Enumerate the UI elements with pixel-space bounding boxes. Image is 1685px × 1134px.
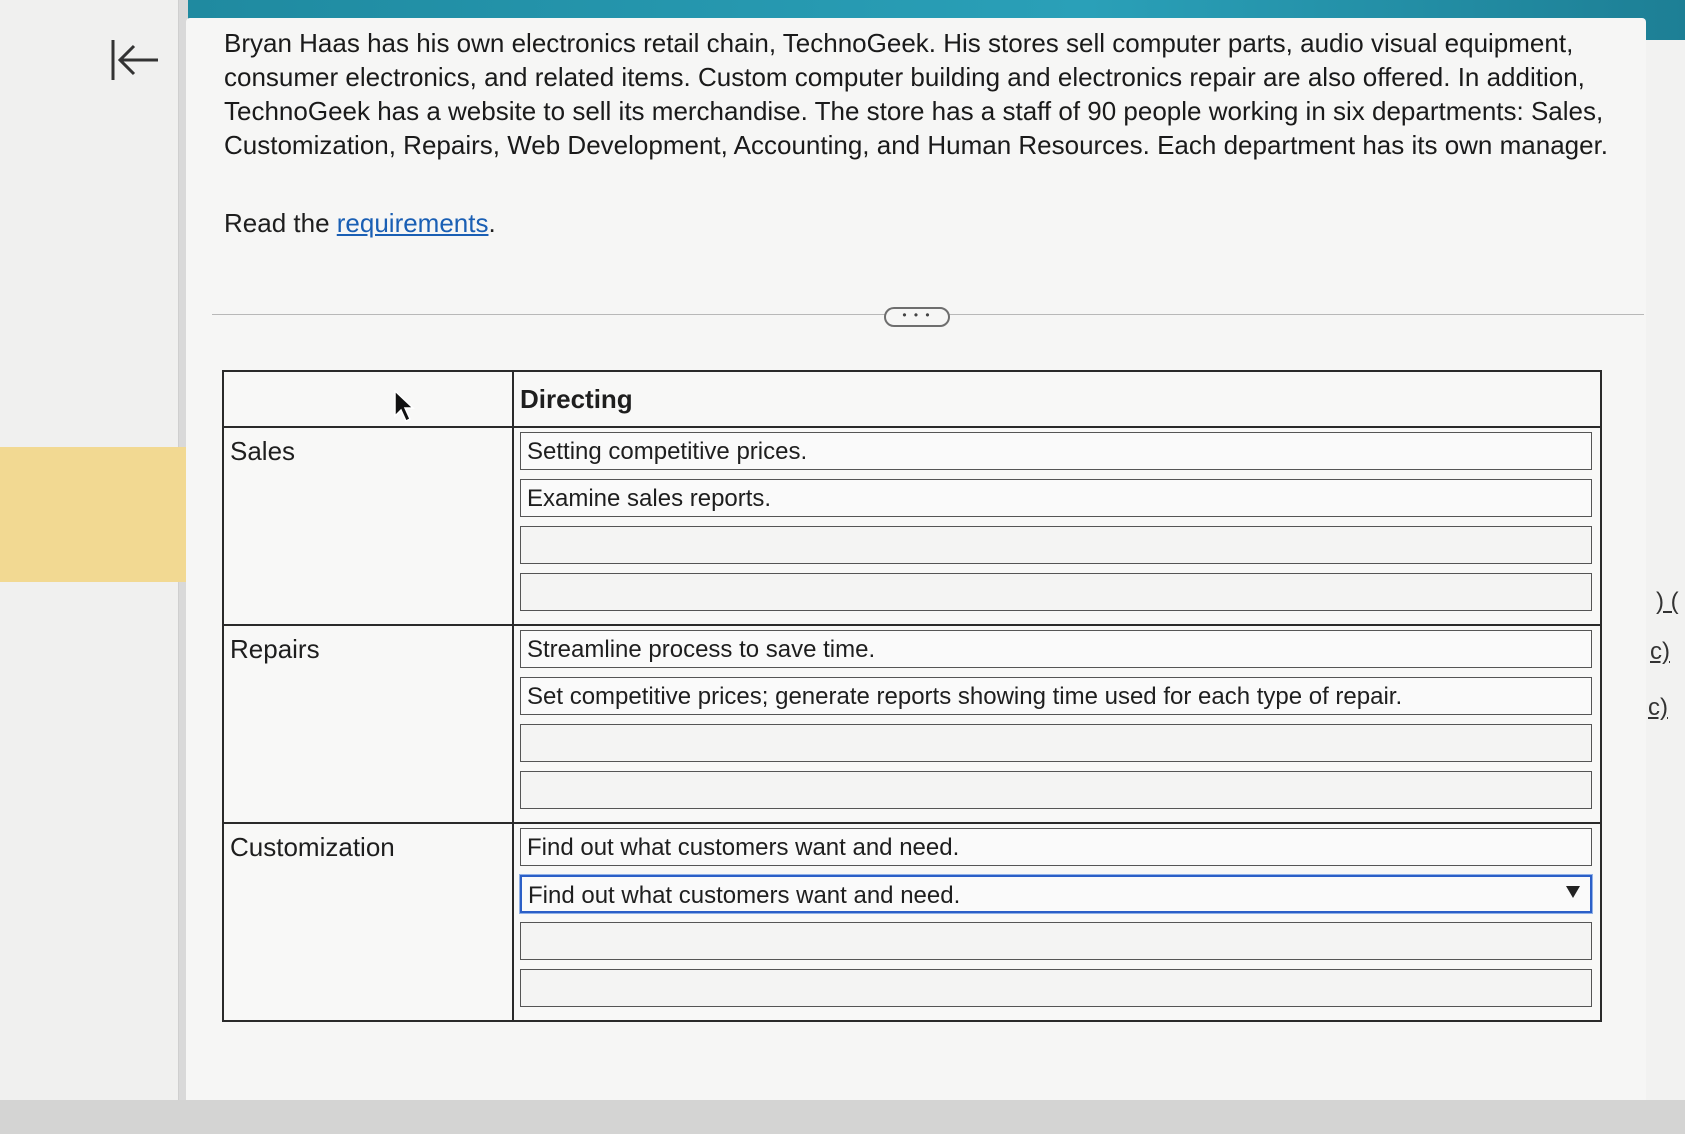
row-label-customization: Customization bbox=[224, 824, 514, 1022]
sales-entry-1[interactable]: Setting competitive prices. bbox=[520, 432, 1592, 470]
dropdown-selected-value: Find out what customers want and need. bbox=[528, 882, 961, 909]
row-label-sales: Sales bbox=[224, 428, 514, 626]
repairs-entry-2[interactable]: Set competitive prices; generate reports showing time used for each type of repair. bbox=[520, 677, 1592, 715]
customization-entry-4[interactable] bbox=[520, 969, 1592, 1007]
question-text: Bryan Haas has his own electronics retail chain, TechnoGeek. His stores sell computer parts, audio visual equipment, consumer electronics, and related items. Custom computer building and electronics repair are also offered. In addition, TechnoGeek has a website to sell its merchandise. The store has a staff of 90 people working in six departments: Sales, Customization, Repairs, Web Development, Accounting, and Human Resources. Each department has its own manager. bbox=[224, 28, 1609, 160]
column-header-directing: Directing bbox=[514, 372, 1600, 428]
answer-fragment: c) bbox=[1650, 638, 1670, 665]
row-label-repairs: Repairs bbox=[224, 626, 514, 824]
repairs-entry-1[interactable]: Streamline process to save time. bbox=[520, 630, 1592, 668]
repairs-entries bbox=[514, 626, 1600, 824]
question-panel bbox=[186, 18, 1646, 1110]
right-pane bbox=[1646, 40, 1685, 1110]
sales-entries bbox=[514, 428, 1600, 626]
sales-entry-4[interactable] bbox=[520, 573, 1592, 611]
repairs-entry-4[interactable] bbox=[520, 771, 1592, 809]
directing-table bbox=[222, 370, 1602, 1022]
answer-fragment: c) bbox=[1648, 694, 1668, 721]
sales-entry-2[interactable]: Examine sales reports. bbox=[520, 479, 1592, 517]
customization-entries bbox=[514, 824, 1600, 1022]
mouse-pointer-icon bbox=[394, 390, 416, 424]
bottom-strip bbox=[0, 1100, 1685, 1134]
sales-entry-3[interactable] bbox=[520, 526, 1592, 564]
back-to-start-icon[interactable] bbox=[110, 36, 170, 86]
expand-more-button[interactable]: • • • bbox=[884, 307, 950, 327]
answer-fragment: ) ( bbox=[1656, 588, 1679, 615]
repairs-entry-3[interactable] bbox=[520, 724, 1592, 762]
customization-entry-dropdown[interactable] bbox=[520, 875, 1592, 913]
customization-entry-1[interactable]: Find out what customers want and need. bbox=[520, 828, 1592, 866]
selected-question-highlight bbox=[0, 447, 186, 582]
table-corner bbox=[224, 372, 514, 428]
chevron-down-icon[interactable] bbox=[1566, 886, 1580, 898]
read-prefix: Read the bbox=[224, 208, 337, 238]
read-requirements-line bbox=[224, 208, 496, 239]
requirements-link[interactable]: requirements bbox=[336, 208, 489, 238]
read-suffix: . bbox=[488, 208, 496, 238]
customization-entry-3[interactable] bbox=[520, 922, 1592, 960]
